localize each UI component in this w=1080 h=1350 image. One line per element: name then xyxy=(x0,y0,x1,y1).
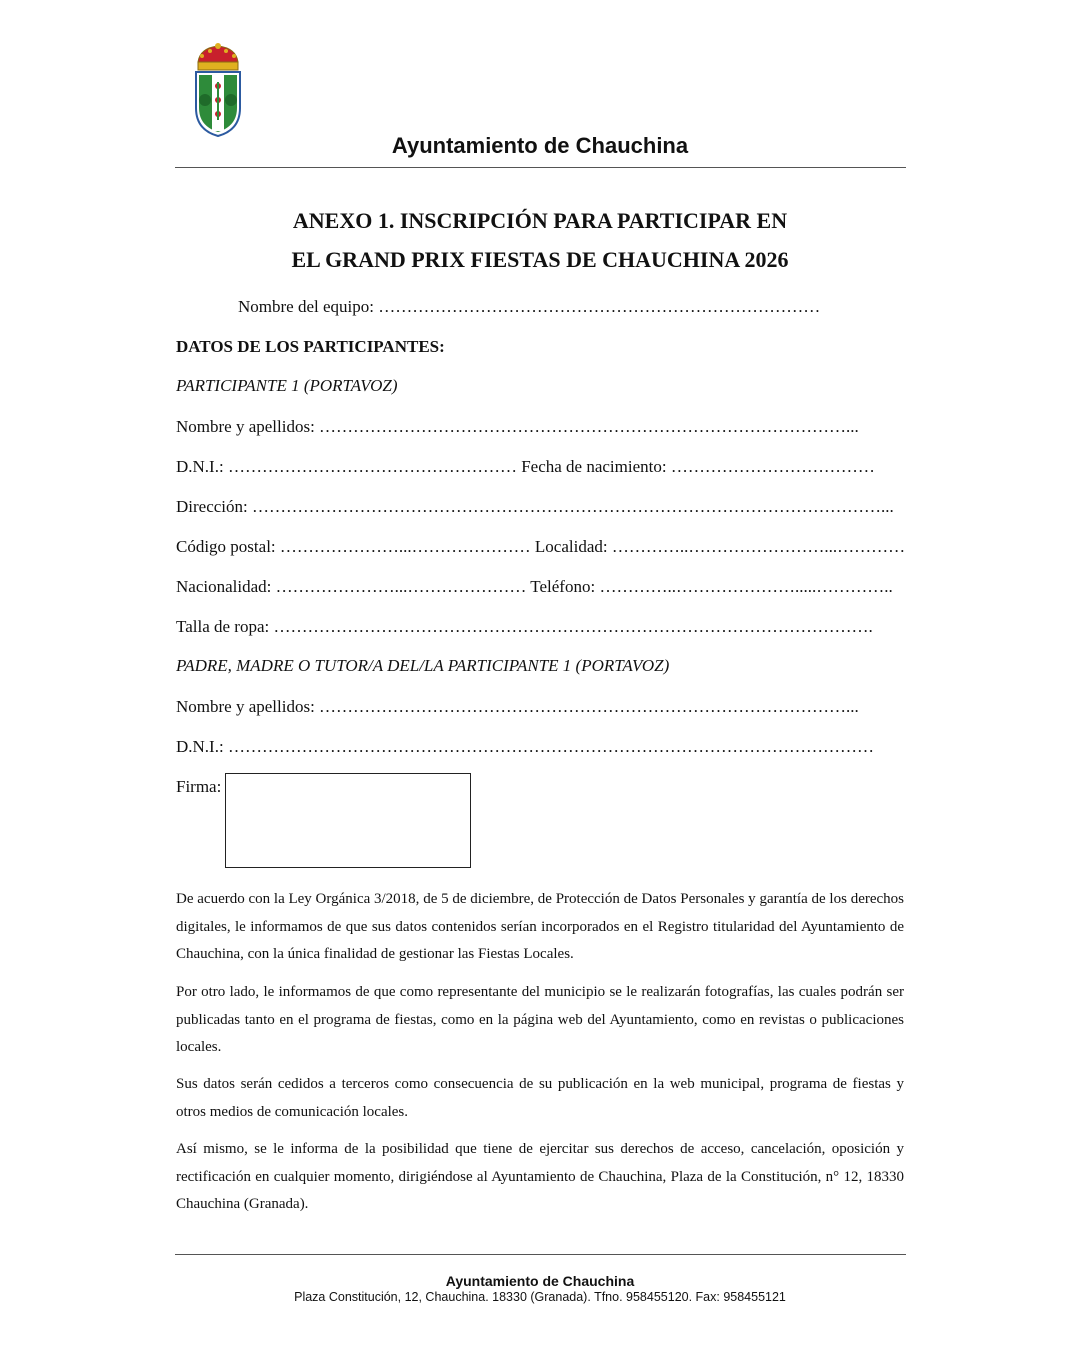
footer-address: Plaza Constitución, 12, Chauchina. 18330 (Granada). Tfno. 958455120. Fax: 958455121 xyxy=(294,1290,786,1304)
participant-clothing-size-field[interactable]: Talla de ropa: ……………………………………………………………………………………………. xyxy=(176,617,873,636)
legal-paragraph-third-parties: Sus datos serán cedidos a terceros como consecuencia de su publicación en la web municipal, programa de fiestas y otros medios de comunicación locales. xyxy=(176,1076,904,1120)
legal-paragraph-data-protection: De acuerdo con la Ley Orgánica 3/2018, de 5 de diciembre, de Protección de Datos Personales y garantía de los derechos digitales, le informamos de que sus datos contenidos serían incorporados en el Registro titularidad del Ayuntamiento de Chauchina, con la única finalidad de gestionar las Fiestas Locales. xyxy=(176,891,904,962)
document-title-line-1: ANEXO 1. INSCRIPCIÓN PARA PARTICIPAR EN xyxy=(292,208,788,233)
participant-dni-birthdate-field[interactable]: D.N.I.: …………………………………………… Fecha de nacimiento: ……………………………… xyxy=(176,457,875,476)
footer-org-name: Ayuntamiento de Chauchina xyxy=(445,1273,635,1289)
signature-label: Firma: xyxy=(176,777,222,796)
signature-box[interactable] xyxy=(225,773,471,868)
participant-nationality-phone-field[interactable]: Nacionalidad: …………………...………………… Teléfono: …………..………………….....………….. xyxy=(176,577,893,596)
document-title-line-2: EL GRAND PRIX FIESTAS DE CHAUCHINA 2026 xyxy=(291,247,789,272)
participant-1-heading: PARTICIPANTE 1 (PORTAVOZ) xyxy=(176,376,398,395)
team-name-field[interactable]: Nombre del equipo: …………………………………………………………………… xyxy=(238,297,821,316)
coat-of-arms-icon xyxy=(190,42,246,138)
participant-address-field[interactable]: Dirección: …………………………………………………………………………………………………... xyxy=(176,497,894,516)
legal-paragraph-photographs: Por otro lado, le informamos de que como representante del municipio se le realizarán fotografías, las cuales podrán ser publicadas tanto en el programa de fiestas, como en la página web del Ayuntamiento, como en revistas o publicaciones locales. xyxy=(176,984,904,1055)
legal-paragraph-rights: Así mismo, se le informa de la posibilidad que tiene de ejercitar sus derechos de acceso, cancelación, oposición y rectificación en cualquier momento, dirigiéndose al Ayuntamiento de Chauchina, Plaza de la Constitución, n° 12, 18330 Chauchina (Granada). xyxy=(176,1141,904,1212)
footer-divider xyxy=(175,1254,906,1255)
guardian-name-field[interactable]: Nombre y apellidos: …………………………………………………………………………………... xyxy=(176,697,859,716)
header-org-name: Ayuntamiento de Chauchina xyxy=(391,133,689,158)
guardian-dni-field[interactable]: D.N.I.: …………………………………………………………………………………………………… xyxy=(176,737,874,756)
participants-section-heading: DATOS DE LOS PARTICIPANTES: xyxy=(176,337,445,356)
participant-name-field[interactable]: Nombre y apellidos: …………………………………………………………………………………... xyxy=(176,417,859,436)
guardian-heading: PADRE, MADRE O TUTOR/A DEL/LA PARTICIPANTE 1 (PORTAVOZ) xyxy=(176,656,670,675)
header-divider xyxy=(175,167,906,168)
participant-postal-locality-field[interactable]: Código postal: …………………...………………… Localidad: …………..……………………...………… xyxy=(176,537,906,556)
